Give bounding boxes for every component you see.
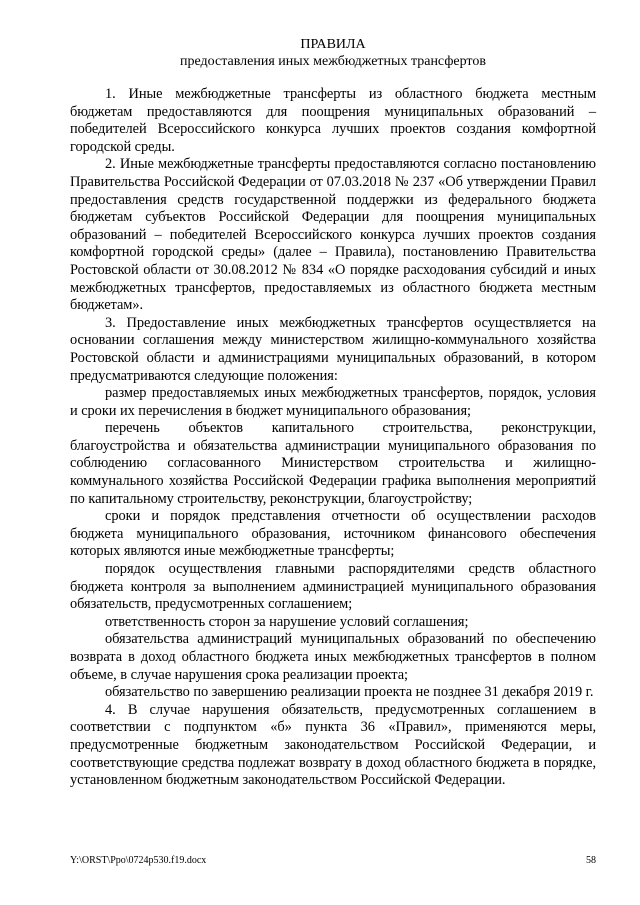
footer-file-path: Y:\ORST\Ppo\0724p530.f19.docx — [70, 855, 207, 866]
list-item-objects: перечень объектов капитального строительства, реконструкции, благоустройства и обязательства администрации муниципального образования по соблюдению согласованного Министерством строительства и жилищно-коммунального хозяйства Российской Федерации графика выполнения мероприятий по капитальному строительству, реконструкции, благоустройству; — [70, 420, 596, 507]
paragraph-1: 1. Иные межбюджетные трансферты из областного бюджета местным бюджетам предоставляются для поощрения муниципальных образований – победителей Всероссийского конкурса лучших проектов создания комфортной городской среды. — [70, 86, 596, 155]
list-item-refund: обязательства администраций муниципальных образований по обеспечению возврата в доход областного бюджета иных межбюджетных трансфертов в полном объеме, в случае нарушения срока реализации проекта; — [70, 631, 596, 683]
list-item-amount: размер предоставляемых иных межбюджетных трансфертов, порядок, условия и сроки их перечисления в бюджет муниципального образования; — [70, 385, 596, 419]
document-subtitle: предоставления иных межбюджетных трансфертов — [180, 54, 486, 69]
list-item-responsibility: ответственность сторон за нарушение условий соглашения; — [105, 613, 469, 630]
list-item-deadline: обязательство по завершению реализации проекта не позднее 31 декабря 2019 г. — [105, 684, 594, 701]
list-item-reporting: сроки и порядок представления отчетности об осуществлении расходов бюджета муниципального образования, источником финансового обеспечения которых являются иные межбюджетные трансферты; — [70, 508, 596, 560]
document-page — [70, 36, 596, 790]
paragraph-2: 2. Иные межбюджетные трансферты предоставляются согласно постановлению Правительства Российской Федерации от 07.03.2018 № 237 «Об утверждении Правил предоставления средств государственной поддержки из федерального бюджета бюджетам субъектов Российской Федерации для поощрения муниципальных образований – победителей Всероссийского конкурса лучших проектов создания комфортной городской среды» (далее – Правила), постановлению Правительства Ростовской области от 30.08.2012 № 834 «О порядке расходования субсидий и иных межбюджетных трансфертов, предоставляемых из областного бюджета местным бюджетам». — [70, 156, 596, 314]
paragraph-3: 3. Предоставление иных межбюджетных трансфертов осуществляется на основании соглашения между министерством жилищно-коммунального хозяйства Ростовской области и администрациями муниципальных образований, в котором предусматриваются следующие положения: — [70, 314, 596, 384]
list-item-control: порядок осуществления главными распорядителями средств областного бюджета контроля за выполнением администрацией муниципального образования обязательств, предусмотренных соглашением; — [70, 561, 596, 613]
page-footer — [70, 855, 596, 867]
paragraph-4: 4. В случае нарушения обязательств, предусмотренных соглашением в соответствии с подпунктом «б» пункта 36 «Правил», применяются меры, предусмотренные бюджетным законодательством Российской Федерации, и соответствующие средства подлежат возврату в доход областного бюджета в порядке, установленном бюджетным законодательством Российской Федерации. — [70, 701, 596, 789]
page-number: 58 — [586, 855, 596, 866]
document-title: ПРАВИЛА — [300, 37, 366, 52]
